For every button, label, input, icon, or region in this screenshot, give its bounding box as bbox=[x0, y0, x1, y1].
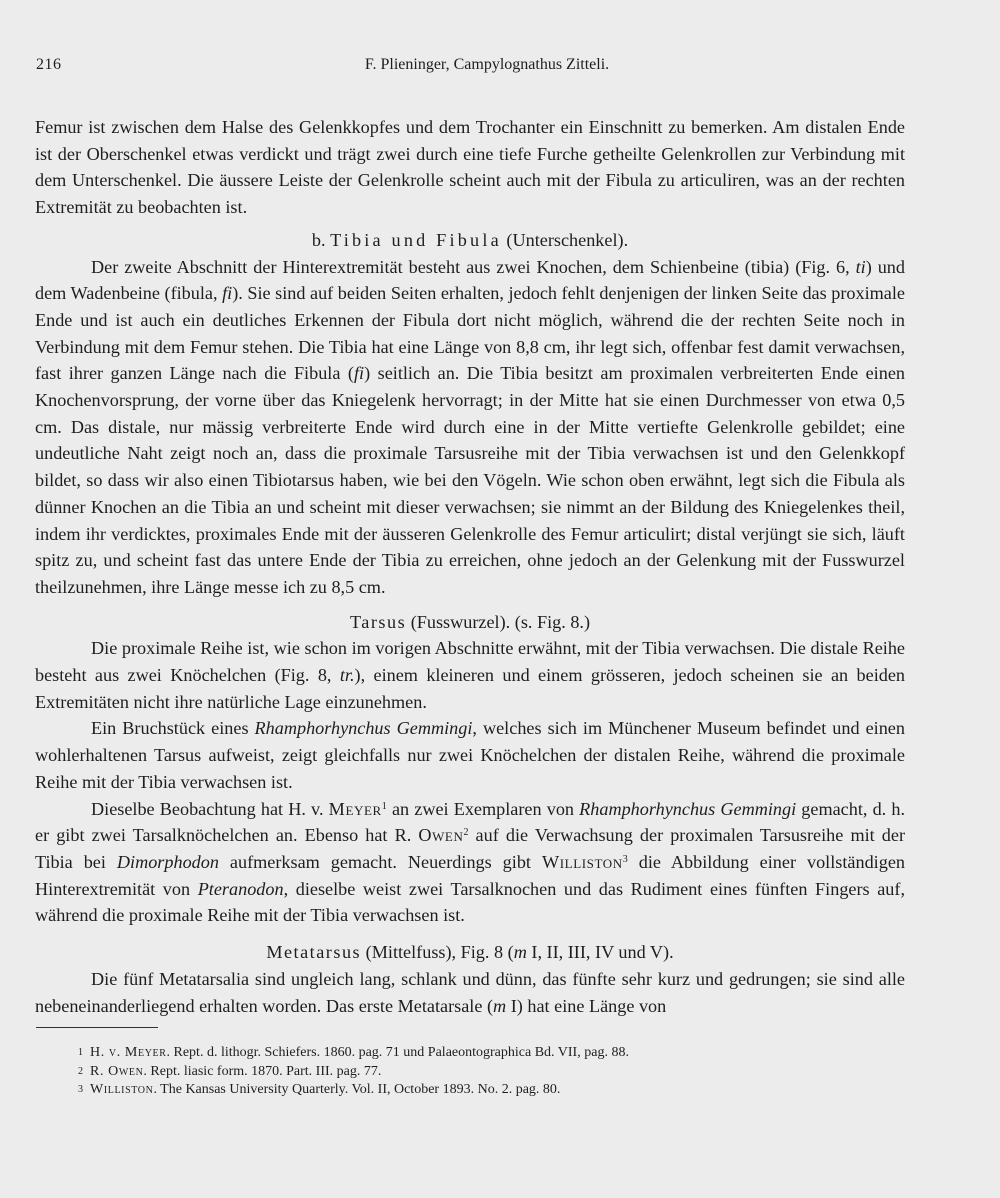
footnote-2: 2 R. Owen. Rept. liasic form. 1870. Part. III. pag. 77. bbox=[78, 1063, 382, 1079]
footnote-1: 1 H. v. Meyer. Rept. d. lithogr. Schiefers. 1860. pag. 71 und Palaeontographica Bd. VII, pag. 88. bbox=[78, 1045, 629, 1060]
paragraph-rhamphorhynchus: Ein Bruchstück eines Rhamphorhynchus Gemmingi, welches sich im Münchener Museum befindet und einen wohlerhaltenen Tarsus aufweist, zeigt gleichfalls nur zwei Knöchelchen der distalen Reihe, während die proximale Reihe mit der Tibia verwachsen ist. bbox=[35, 718, 905, 792]
paragraph-tibia: Der zweite Abschnitt der Hinterextremität besteht aus zwei Knochen, dem Schienbeine (tibia) (Fig. 6, ti) und dem Wadenbeine (fibula, fi). Sie sind auf beiden Seiten erhalten, jedoch fehlt denjenigen der linken Seite das proximale Ende und ist auch ein deutliches Erkennen der Fibula dort nicht möglich, während die der rechten Seite noch in Verbindung mit dem Femur stehen. Die Tibia hat eine Länge von 8,8 cm, ihr legt sich, offenbar fest damit verwachsen, fast ihrer ganzen Länge nach die Fibula (fi) seitlich an. Die Tibia besitzt am proximalen verbreiterten Ende einen Knochenvorsprung, der vorne über das Kniegelenk hervorragt; in der Mitte hat sie einen Durchmesser von etwa 0,5 cm. Das distale, nur mässig verbreiterte Ende wird durch eine in der Mitte vertiefte Gelenkrolle gebildet; eine undeutliche Naht zeigt noch an, dass die proximale Tarsusreihe mit der Tibia verwachsen ist und den Gelenkkopf bildet, so dass wir also einen Tibiotarsus haben, wie bei den Vögeln. Wie schon oben erwähnt, legt sich die Fibula als dünner Knochen an die Tibia an und scheint mit dieser verwachsen; sie nimmt an der Bildung des Kniegelenkes theil, indem ihr verdicktes, proximales Ende mit der äusseren Gelenkrolle des Femur articulirt; distal verjüngt sie sich, läuft spitz zu, und scheint fast das untere Ende der Tibia zu erreichen, ohne jedoch an der Gelenkung mit der Fusswurzel theilzunehmen, ihre Länge messe ich zu 8,5 cm. bbox=[35, 256, 906, 597]
footnotes bbox=[78, 1044, 890, 1100]
footnote-ref-3: 3 bbox=[622, 853, 628, 865]
paragraph-metatarsus: Die fünf Metatarsalia sind ungleich lang, schlank und dünn, das fünfte sehr kurz und gedrungen; sie sind alle nebeneinanderliegend erhalten worden. Das erste Metatarsale (m I) hat eine Länge von bbox=[35, 968, 905, 1016]
footnote-ref-1: 1 bbox=[381, 800, 387, 812]
running-header bbox=[36, 56, 938, 80]
paragraph-observations: Dieselbe Beobachtung hat H. v. Meyer$^1$ an zwei Exemplaren von Rhamphorhynchus Gemmingi gemacht, d. h. er gibt zwei Tarsalknöchelchen an. Ebenso hat R. Owen$^2$ auf die Verwachsung der proximalen Tarsusreihe mit der Tibia bei Dimorphodon aufmerksam gemacht. Neuerdings gibt Williston$^3$ die Abbildung einer vollständigen Hinterextremität von Pteranodon, dieselbe weist zwei Tarsalknochen und das Rudiment eines fünften Fingers auf, während die proximale Reihe mit der Tibia verwachsen ist. bbox=[35, 798, 905, 926]
running-title: F. Plieninger, Campylognathus Zitteli. bbox=[364, 56, 610, 73]
heading-metatarsus: Metatarsus (Mittelfuss), Fig. 8 (m I, II, III, IV und V). bbox=[266, 942, 674, 963]
main-text bbox=[35, 114, 905, 1019]
paragraph-tarsus: Die proximale Reihe ist, wie schon im vorigen Abschnitte erwähnt, mit der Tibia verwachsen. Die distale Reihe besteht aus zwei Knöchelchen (Fig. 8, tr.), einem kleineren und einem grösseren, jedoch scheinen sie an beiden Extremitäten nicht ihre natürliche Lage einzunehmen. bbox=[35, 638, 906, 712]
heading-tibia-fibula: b. Tibia und Fibula (Unterschenkel). bbox=[311, 229, 629, 250]
paragraph-femur: Femur ist zwischen dem Halse des Gelenkkopfes und dem Trochanter ein Einschnitt zu bemerken. Am distalen Ende ist der Oberschenkel etwas verdickt und trägt zwei durch eine tiefe Furche getheilte Gelenkrollen zur Verbindung mit dem Unterschenkel. Die äussere Leiste der Gelenkrolle scheint auch mit der Fibula zu articuliren, was an der rechten Extremität zu beobachten ist. bbox=[35, 117, 905, 218]
page-number: 216 bbox=[36, 56, 62, 73]
footnote-3: 3 Williston. The Kansas University Quarterly. Vol. II, October 1893. No. 2. pag. 80. bbox=[78, 1082, 561, 1097]
heading-tarsus: Tarsus (Fusswurzel). (s. Fig. 8.) bbox=[349, 611, 591, 632]
footnote-ref-2: 2 bbox=[463, 827, 469, 839]
footnote-rule bbox=[36, 1027, 158, 1028]
